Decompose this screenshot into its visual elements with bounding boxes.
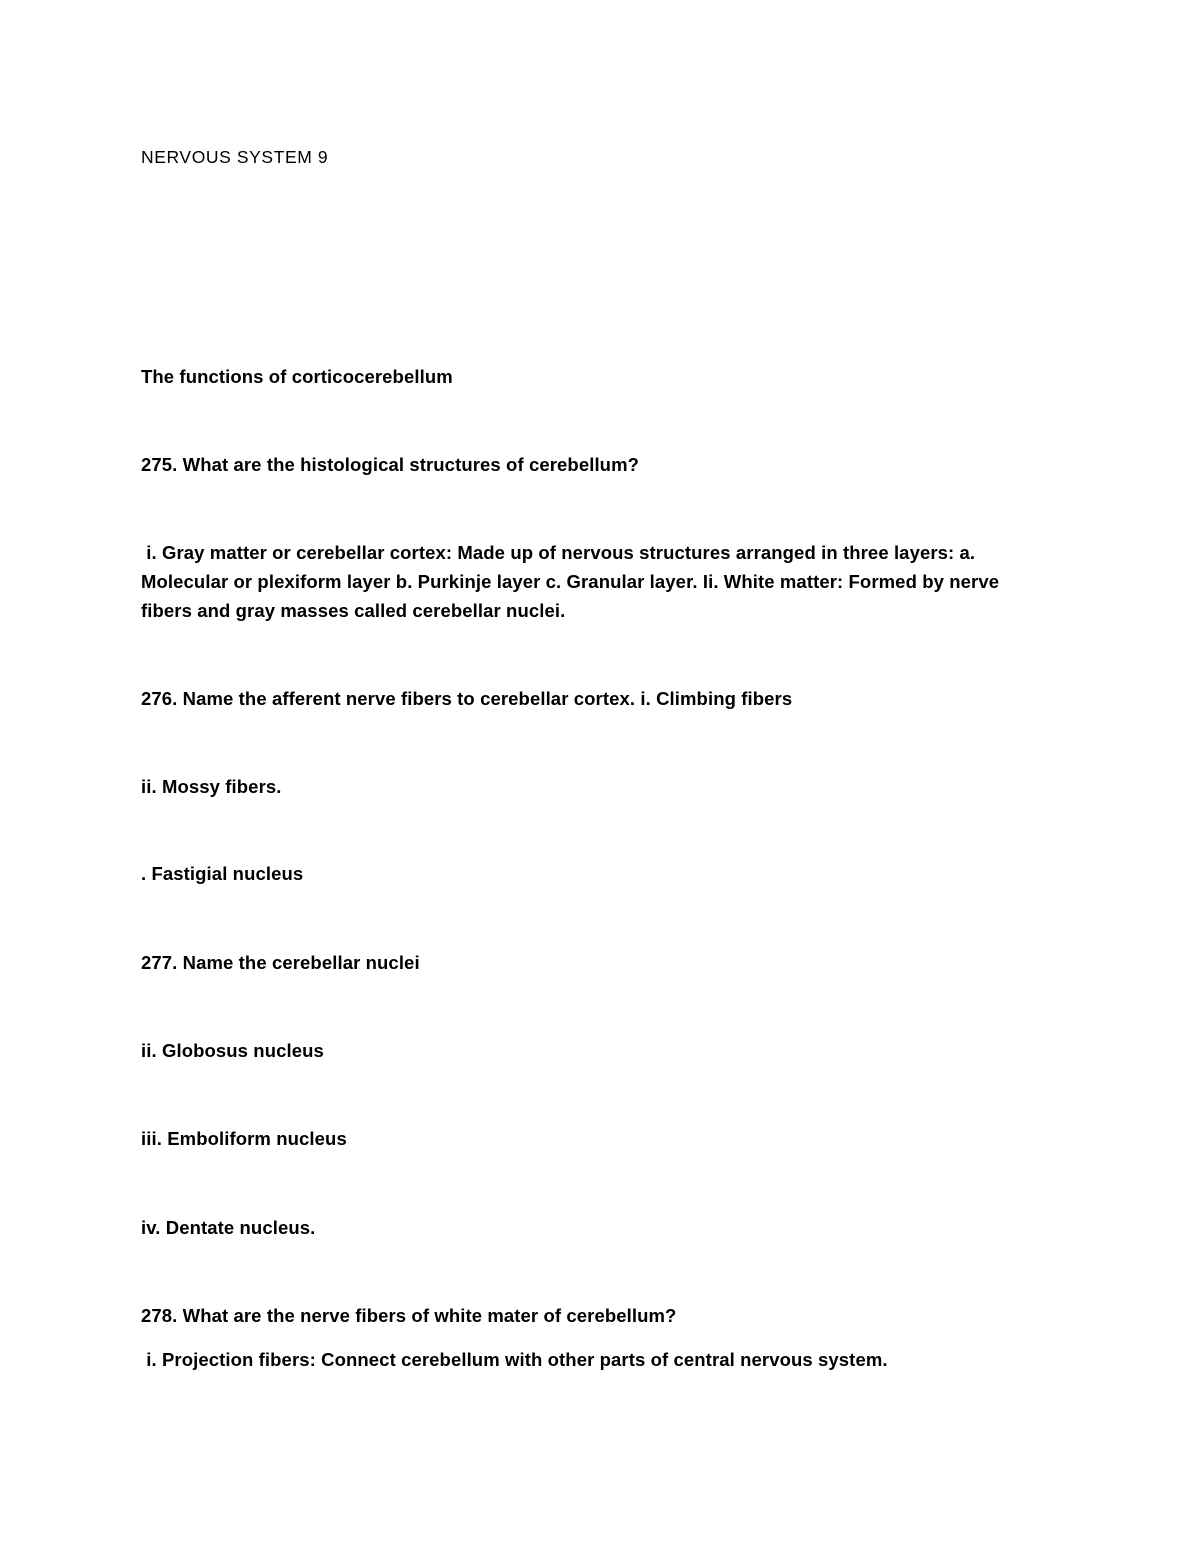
answer-276-item-2: ii. Mossy fibers. bbox=[141, 776, 282, 797]
question-275: 275. What are the histological structures of cerebellum? bbox=[141, 454, 640, 475]
answer-275-line-3: fibers and gray masses called cerebellar nuclei. bbox=[141, 600, 566, 621]
question-277: 277. Name the cerebellar nuclei bbox=[141, 952, 420, 973]
question-278: 278. What are the nerve fibers of white mater of cerebellum? bbox=[141, 1305, 677, 1326]
answer-275-line-2: Molecular or plexiform layer b. Purkinje layer c. Granular layer. Ii. White matter: Formed by nerve bbox=[141, 571, 1000, 592]
answer-277-item-4: iv. Dentate nucleus. bbox=[141, 1217, 316, 1238]
answer-275-line-1: i. Gray matter or cerebellar cortex: Made up of nervous structures arranged in three layers: a. bbox=[141, 542, 976, 563]
section-title: The functions of corticocerebellum bbox=[141, 366, 453, 387]
fastigial-nucleus-item: . Fastigial nucleus bbox=[141, 863, 304, 884]
answer-277-item-2: ii. Globosus nucleus bbox=[141, 1040, 324, 1061]
answer-278-item-1: i. Projection fibers: Connect cerebellum with other parts of central nervous system. bbox=[141, 1349, 888, 1370]
question-276: 276. Name the afferent nerve fibers to cerebellar cortex. i. Climbing fibers bbox=[141, 688, 793, 709]
page-header: NERVOUS SYSTEM 9 bbox=[141, 147, 329, 167]
answer-277-item-3: iii. Emboliform nucleus bbox=[141, 1128, 347, 1149]
